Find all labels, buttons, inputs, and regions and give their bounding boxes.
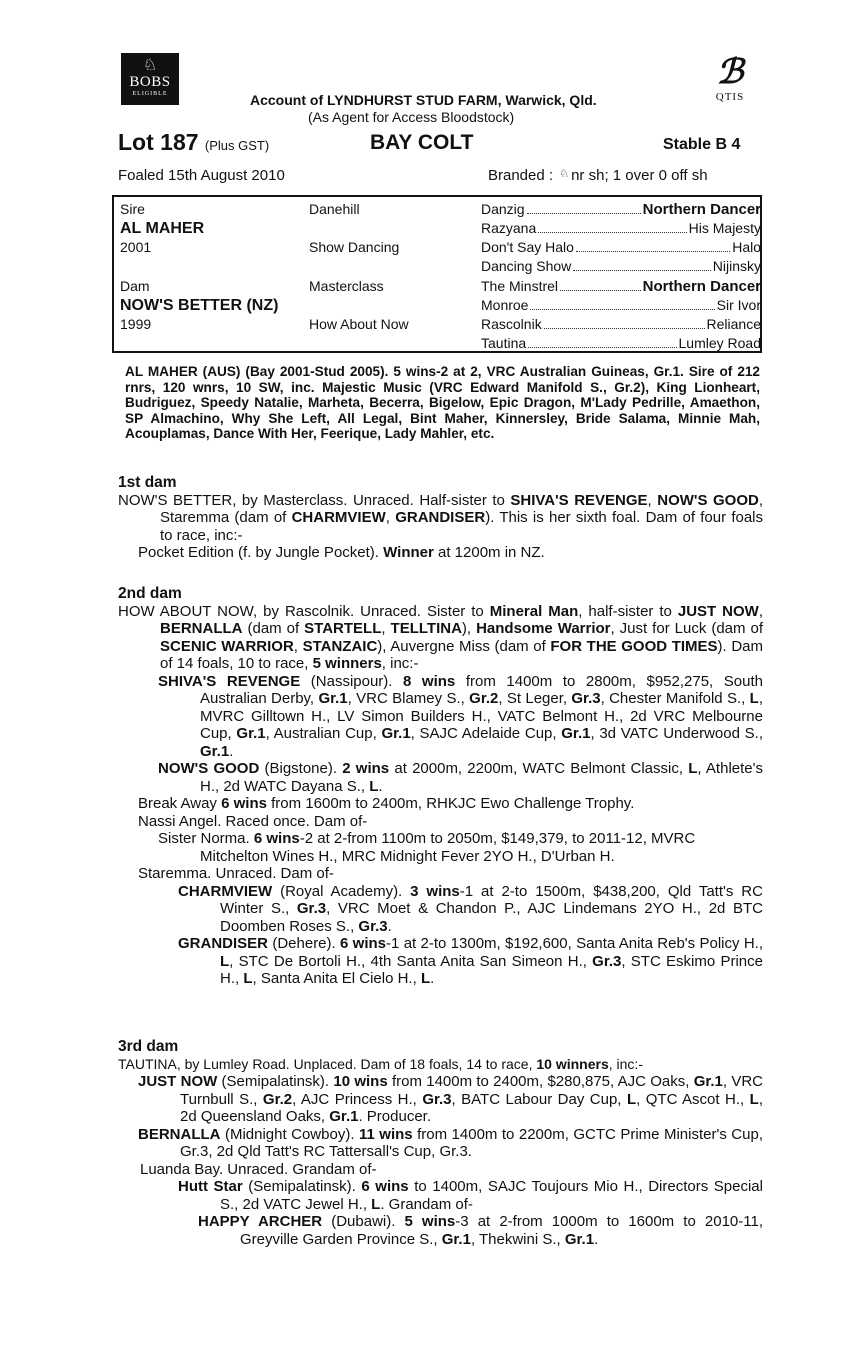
gen3-right: Sir Ivor bbox=[716, 297, 761, 313]
gen3-right: Northern Dancer bbox=[642, 278, 761, 295]
gen3-right: Reliance bbox=[706, 316, 761, 332]
gst-note: (Plus GST) bbox=[204, 138, 270, 153]
branded-info bbox=[488, 167, 708, 184]
qtis-mark-icon: ℬ bbox=[716, 54, 744, 91]
brand-mark-icon: ♘ bbox=[559, 168, 570, 180]
gen3-right: Lumley Road bbox=[678, 335, 761, 351]
foaled-date: Foaled 15th August 2010 bbox=[118, 167, 285, 184]
horse-description: BAY COLT bbox=[370, 131, 474, 154]
gen3-row bbox=[481, 238, 761, 257]
section-heading: 1st dam bbox=[118, 474, 177, 491]
vendor-agent: (As Agent for Access Bloodstock) bbox=[308, 109, 515, 125]
progeny-entry: Hutt Star (Semipalatinsk). 6 wins to 1400m, SAJC Toujours Mio H., Directors Special S., 2d VATC Jewel H., L. Grandam of- bbox=[178, 1178, 763, 1213]
progeny-entry: Luanda Bay. Unraced. Grandam of- bbox=[140, 1160, 377, 1178]
gen3-right: Northern Dancer bbox=[642, 201, 761, 218]
sire-dam: Show Dancing bbox=[309, 239, 400, 255]
dam-entry: NOW'S BETTER, by Masterclass. Unraced. Half-sister to SHIVA'S REVENGE, NOW'S GOOD, Staremma (dam of CHARMVIEW, GRANDISER). This is her sixth foal. Dam of four foals to race, inc:- bbox=[118, 491, 764, 544]
dam-year: 1999 bbox=[120, 316, 152, 332]
gen3-left: Razyana bbox=[481, 220, 537, 236]
dam-dam: How About Now bbox=[309, 316, 409, 332]
dam-name: NOW'S BETTER (NZ) bbox=[120, 297, 279, 314]
progeny-entry: BERNALLA (Midnight Cowboy). 11 wins from 1400m to 2200m, GCTC Prime Minister's Cup, Gr.3, 2d Qld Tatt's RC Tattersall's Cup, Gr.3. bbox=[138, 1125, 763, 1160]
sire-year: 2001 bbox=[120, 239, 152, 255]
progeny-entry: Sister Norma. 6 wins-2 at 2-from 1100m to 2050m, $149,379, to 2011-12, MVRC Mitchelton Wines H., MRC Midnight Fever 2YO H., D'Urban H. bbox=[158, 830, 696, 865]
second-dam-section bbox=[118, 585, 763, 988]
stable-number: Stable B 4 bbox=[663, 136, 741, 153]
bobs-logo-text: BOBS bbox=[129, 74, 171, 90]
gen3-row bbox=[481, 200, 761, 219]
sire-name: AL MAHER bbox=[120, 220, 205, 237]
progeny-entry: CHARMVIEW (Royal Academy). 3 wins-1 at 2-to 1500m, $438,200, Qld Tatt's RC Winter S., Gr.3, VRC Moet & Chandon P., AJC Lindemans 2YO H., 2d BTC Doomben Roses S., Gr.3. bbox=[178, 882, 763, 935]
horse-icon: ♘ bbox=[142, 57, 158, 74]
progeny-entry: Pocket Edition (f. by Jungle Pocket). Winner at 1200m in NZ. bbox=[138, 544, 545, 561]
progeny-entry: Staremma. Unraced. Dam of- bbox=[138, 865, 334, 882]
dam-sire: Masterclass bbox=[309, 278, 384, 294]
first-dam-section bbox=[118, 474, 763, 562]
gen3-row bbox=[481, 315, 761, 334]
branded-label: Branded : bbox=[488, 167, 554, 184]
lot-label: Lot 187 bbox=[118, 129, 199, 155]
progeny-entry: HAPPY ARCHER (Dubawi). 5 wins-3 at 2-from 1000m to 1600m to 2010-11, Greyville Garden Province S., Gr.1, Thekwini S., Gr.1. bbox=[198, 1213, 763, 1248]
gen3-left: Don't Say Halo bbox=[481, 239, 574, 255]
sire-sire: Danehill bbox=[309, 201, 360, 217]
bobs-eligible-logo bbox=[121, 53, 179, 105]
gen3-right: Halo bbox=[732, 239, 761, 255]
gen3-row bbox=[481, 296, 761, 315]
dam-entry: HOW ABOUT NOW, by Rascolnik. Unraced. Sister to Mineral Man, half-sister to JUST NOW, BERNALLA (dam of STARTELL, TELLTINA), Handsome Warrior, Just for Luck (dam of SCENIC WARRIOR, STANZAIC), Auvergne Miss (dam of FOR THE GOOD TIMES). Dam of 14 foals, 10 to race, 5 winners, inc:- bbox=[118, 602, 764, 672]
section-heading: 3rd dam bbox=[118, 1038, 179, 1055]
pedigree-table bbox=[112, 195, 762, 353]
progeny-entry: JUST NOW (Semipalatinsk). 10 wins from 1400m to 2400m, $280,875, AJC Oaks, Gr.1, VRC Turnbull S., Gr.2, AJC Princess H., Gr.3, BATC Labour Day Cup, L, QTC Ascot H., L, 2d Queensland Oaks, Gr.1. Producer. bbox=[138, 1073, 764, 1125]
sire-summary: AL MAHER (AUS) (Bay 2001-Stud 2005). 5 wins-2 at 2, VRC Australian Guineas, Gr.1. Sire of 212 rnrs, 120 wnrs, 10 SW, inc. Majestic Music (VRC Edward Manifold S., Gr.2), King Lionheart, Budriguez, Speedy Natalie, Marheta, Becerra, Bigelow, Epic Dragon, M'Lady Pedrille, Amaethon, SP Almachino, Why She Left, All Legal, Bint Maher, Kinnersley, Bride Salama, Minnie Mah, Acouplamas, Dance With Her, Feerique, Lady Mahler, etc. bbox=[125, 364, 760, 441]
qtis-logo bbox=[700, 55, 760, 103]
gen3-left: Rascolnik bbox=[481, 316, 542, 332]
progeny-entry: SHIVA'S REVENGE (Nassipour). 8 wins from 1400m to 2800m, $952,275, South Australian Derby, Gr.1, VRC Blamey S., Gr.2, St Leger, Gr.3, Chester Manifold S., L, MVRC Gilltown H., LV Simon Builders H., VATC Belmont H., 2d VRC Melbourne Cup, Gr.1, Australian Cup, Gr.1, SAJC Adelaide Cup, Gr.1, 3d VATC Underwood S., Gr.1. bbox=[158, 672, 763, 760]
gen3-left: Tautina bbox=[481, 335, 527, 351]
qtis-logo-text: QTIS bbox=[715, 91, 745, 103]
bobs-logo-subtext: ELIGIBLE bbox=[132, 91, 168, 97]
gen3-row bbox=[481, 257, 761, 276]
progeny-entry: NOW'S GOOD (Bigstone). 2 wins at 2000m, 2200m, WATC Belmont Classic, L, Athlete's H., 2d WATC Dayana S., L. bbox=[158, 760, 763, 795]
section-heading: 2nd dam bbox=[118, 585, 182, 602]
gen3-row bbox=[481, 277, 761, 296]
progeny-entry: Break Away 6 wins from 1600m to 2400m, RHKJC Ewo Challenge Trophy. bbox=[138, 795, 635, 812]
gen3-row bbox=[481, 219, 761, 238]
progeny-entry: Nassi Angel. Raced once. Dam of- bbox=[138, 812, 368, 830]
gen3-left: Danzig bbox=[481, 201, 525, 217]
gen3-row bbox=[481, 334, 761, 353]
third-dam-section bbox=[118, 1038, 763, 1248]
gen3-right: Nijinsky bbox=[712, 258, 761, 274]
branded-text: nr sh; 1 over 0 off sh bbox=[571, 167, 708, 184]
gen3-left: Monroe bbox=[481, 297, 529, 313]
vendor-account: Account of LYNDHURST STUD FARM, Warwick, Qld. bbox=[250, 92, 597, 108]
sire-label: Sire bbox=[120, 201, 145, 217]
gen3-left: Dancing Show bbox=[481, 258, 572, 274]
gen3-left: The Minstrel bbox=[481, 278, 559, 294]
lot-number bbox=[118, 129, 269, 156]
gen3-right: His Majesty bbox=[688, 220, 761, 236]
dam-label: Dam bbox=[120, 278, 150, 294]
dam-entry: TAUTINA, by Lumley Road. Unplaced. Dam of 18 foals, 14 to race, 10 winners, inc:- bbox=[118, 1055, 643, 1072]
progeny-entry: GRANDISER (Dehere). 6 wins-1 at 2-to 1300m, $192,600, Santa Anita Reb's Policy H., L, STC De Bortoli H., 4th Santa Anita San Simeon H., Gr.3, STC Eskimo Prince H., L, Santa Anita El Cielo H., L. bbox=[178, 935, 763, 987]
